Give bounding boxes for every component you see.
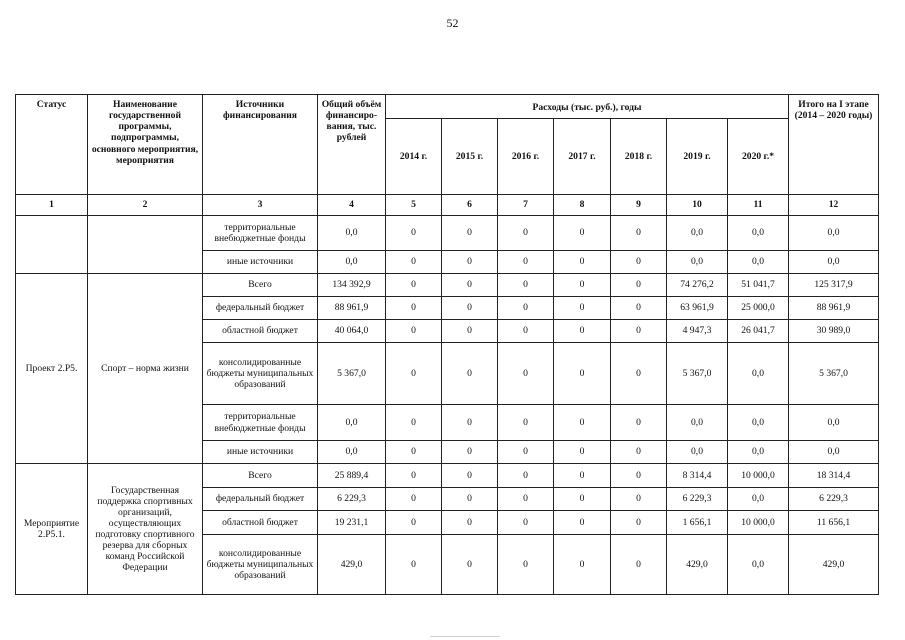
row-year-value: 0 [498, 297, 554, 320]
row-year-value: 0,0 [667, 441, 728, 464]
row-total: 0,0 [318, 216, 386, 251]
row-year-value: 429,0 [667, 535, 728, 595]
row-year-value: 0 [442, 251, 498, 274]
page-number: 52 [446, 16, 459, 30]
row-year-value: 0 [611, 320, 667, 343]
row-year-value: 0 [611, 511, 667, 535]
row-year-value: 0 [442, 488, 498, 511]
row-year-value: 0 [498, 535, 554, 595]
row-source: территориальные внебюджетные фонды [203, 216, 318, 251]
row-stage-total: 11 656,1 [789, 511, 879, 535]
row-year-value: 0 [498, 511, 554, 535]
row-year-value: 0 [498, 251, 554, 274]
row-stage-total: 0,0 [789, 405, 879, 441]
table-row [16, 274, 879, 297]
row-year-value: 10 000,0 [728, 464, 789, 488]
row-year-value: 63 961,9 [667, 297, 728, 320]
row-year-value: 0 [498, 405, 554, 441]
column-number: 3 [203, 195, 318, 216]
row-year-value: 25 000,0 [728, 297, 789, 320]
column-number: 1 [16, 195, 88, 216]
row-stage-total: 125 317,9 [789, 274, 879, 297]
row-year-value: 0 [386, 405, 442, 441]
row-year-value: 0 [498, 320, 554, 343]
row-year-value: 0,0 [728, 251, 789, 274]
row-stage-total: 30 989,0 [789, 320, 879, 343]
header-year: 2019 г. [667, 119, 728, 195]
row-year-value: 1 656,1 [667, 511, 728, 535]
row-total: 134 392,9 [318, 274, 386, 297]
row-year-value: 0 [442, 511, 498, 535]
row-year-value: 0,0 [728, 441, 789, 464]
row-year-value: 0 [386, 535, 442, 595]
row-year-value: 0 [386, 320, 442, 343]
row-year-value: 0 [554, 274, 611, 297]
row-stage-total: 0,0 [789, 216, 879, 251]
row-year-value: 0 [611, 535, 667, 595]
column-number: 7 [498, 195, 554, 216]
row-year-value: 0,0 [728, 535, 789, 595]
row-name: Государственная поддержка спортивных организаций, осуществляющих подготовку спортивного резерва для сборных команд Российской Федерации [88, 464, 203, 595]
row-year-value: 0 [498, 464, 554, 488]
row-year-value: 0,0 [728, 405, 789, 441]
row-stage-total: 5 367,0 [789, 343, 879, 405]
scan-artifact-line [430, 636, 500, 637]
row-year-value: 0,0 [667, 216, 728, 251]
row-year-value: 0,0 [667, 405, 728, 441]
row-year-value: 0 [442, 216, 498, 251]
row-total: 40 064,0 [318, 320, 386, 343]
row-total: 5 367,0 [318, 343, 386, 405]
row-year-value: 51 041,7 [728, 274, 789, 297]
header-year: 2016 г. [498, 119, 554, 195]
row-year-value: 0 [442, 535, 498, 595]
header-sources: Источники финансирования [203, 95, 318, 195]
row-source: федеральный бюджет [203, 297, 318, 320]
row-source: областной бюджет [203, 511, 318, 535]
row-year-value: 0 [442, 441, 498, 464]
column-number: 12 [789, 195, 879, 216]
row-year-value: 0 [554, 320, 611, 343]
row-total: 0,0 [318, 441, 386, 464]
row-year-value: 0 [554, 216, 611, 251]
row-year-value: 0 [554, 297, 611, 320]
column-number: 11 [728, 195, 789, 216]
row-name: Спорт – норма жизни [88, 274, 203, 464]
row-year-value: 0 [498, 343, 554, 405]
header-name: Наименование государственной программы, подпрограммы, основного мероприятия, мероприятия [88, 95, 203, 195]
header-total-volume: Общий объём финансиро-вания, тыс. рублей [318, 95, 386, 195]
column-number: 6 [442, 195, 498, 216]
row-year-value: 0 [611, 441, 667, 464]
row-year-value: 0 [611, 343, 667, 405]
row-year-value: 0 [554, 464, 611, 488]
row-source: федеральный бюджет [203, 488, 318, 511]
header-status: Статус [16, 95, 88, 195]
row-total: 88 961,9 [318, 297, 386, 320]
row-year-value: 0,0 [728, 488, 789, 511]
row-source: областной бюджет [203, 320, 318, 343]
row-source: иные источники [203, 251, 318, 274]
column-number-row [16, 195, 879, 216]
row-year-value: 0 [442, 464, 498, 488]
row-year-value: 0 [386, 216, 442, 251]
row-status: Проект 2.Р5. [16, 274, 88, 464]
row-stage-total: 18 314,4 [789, 464, 879, 488]
row-source: консолидированные бюджеты муниципальных образований [203, 343, 318, 405]
row-stage-total: 0,0 [789, 251, 879, 274]
row-year-value: 0 [498, 216, 554, 251]
row-status [16, 216, 88, 274]
column-number: 10 [667, 195, 728, 216]
row-source: Всего [203, 464, 318, 488]
column-number: 4 [318, 195, 386, 216]
column-number: 9 [611, 195, 667, 216]
row-year-value: 0 [554, 511, 611, 535]
row-year-value: 0 [554, 343, 611, 405]
row-year-value: 0 [611, 464, 667, 488]
table-header [16, 95, 879, 216]
row-year-value: 0 [386, 511, 442, 535]
row-year-value: 0 [554, 535, 611, 595]
row-total: 0,0 [318, 405, 386, 441]
row-year-value: 26 041,7 [728, 320, 789, 343]
row-year-value: 6 229,3 [667, 488, 728, 511]
row-year-value: 0 [554, 488, 611, 511]
row-year-value: 0 [554, 251, 611, 274]
row-source: иные источники [203, 441, 318, 464]
row-total: 0,0 [318, 251, 386, 274]
row-source: Всего [203, 274, 318, 297]
row-year-value: 0 [386, 441, 442, 464]
row-total: 6 229,3 [318, 488, 386, 511]
financing-table [15, 94, 879, 595]
row-year-value: 0 [611, 297, 667, 320]
row-year-value: 74 276,2 [667, 274, 728, 297]
row-total: 429,0 [318, 535, 386, 595]
row-year-value: 4 947,3 [667, 320, 728, 343]
header-total-stage: Итого на I этапе (2014 – 2020 годы) [789, 95, 879, 195]
row-stage-total: 6 229,3 [789, 488, 879, 511]
row-year-value: 0 [442, 320, 498, 343]
header-year: 2015 г. [442, 119, 498, 195]
row-total: 19 231,1 [318, 511, 386, 535]
row-source: консолидированные бюджеты муниципальных образований [203, 535, 318, 595]
row-year-value: 0 [386, 464, 442, 488]
row-year-value: 0 [611, 488, 667, 511]
row-year-value: 0,0 [667, 251, 728, 274]
table-row [16, 216, 879, 251]
row-year-value: 0 [386, 343, 442, 405]
row-year-value: 0 [442, 297, 498, 320]
row-year-value: 0 [554, 405, 611, 441]
row-year-value: 0 [498, 274, 554, 297]
column-number: 2 [88, 195, 203, 216]
column-number: 8 [554, 195, 611, 216]
row-name [88, 216, 203, 274]
row-year-value: 0 [442, 405, 498, 441]
row-year-value: 0 [554, 441, 611, 464]
row-year-value: 10 000,0 [728, 511, 789, 535]
table-row [16, 464, 879, 488]
row-status: Мероприятие 2.Р5.1. [16, 464, 88, 595]
row-year-value: 0 [386, 488, 442, 511]
row-year-value: 0 [498, 441, 554, 464]
header-year: 2020 г.* [728, 119, 789, 195]
row-year-value: 0,0 [728, 216, 789, 251]
row-year-value: 0 [386, 274, 442, 297]
row-stage-total: 429,0 [789, 535, 879, 595]
header-year: 2014 г. [386, 119, 442, 195]
row-year-value: 0 [611, 405, 667, 441]
row-source: территориальные внебюджетные фонды [203, 405, 318, 441]
row-year-value: 0 [611, 216, 667, 251]
row-year-value: 0 [386, 251, 442, 274]
row-year-value: 8 314,4 [667, 464, 728, 488]
row-year-value: 0 [442, 343, 498, 405]
row-year-value: 0 [611, 274, 667, 297]
row-year-value: 5 367,0 [667, 343, 728, 405]
row-year-value: 0 [611, 251, 667, 274]
header-year: 2017 г. [554, 119, 611, 195]
row-total: 25 889,4 [318, 464, 386, 488]
row-stage-total: 0,0 [789, 441, 879, 464]
row-stage-total: 88 961,9 [789, 297, 879, 320]
column-number: 5 [386, 195, 442, 216]
row-year-value: 0 [442, 274, 498, 297]
row-year-value: 0 [386, 297, 442, 320]
row-year-value: 0,0 [728, 343, 789, 405]
header-expenses: Расходы (тыс. руб.), годы [386, 95, 789, 119]
header-year: 2018 г. [611, 119, 667, 195]
table-body [16, 216, 879, 595]
row-year-value: 0 [498, 488, 554, 511]
